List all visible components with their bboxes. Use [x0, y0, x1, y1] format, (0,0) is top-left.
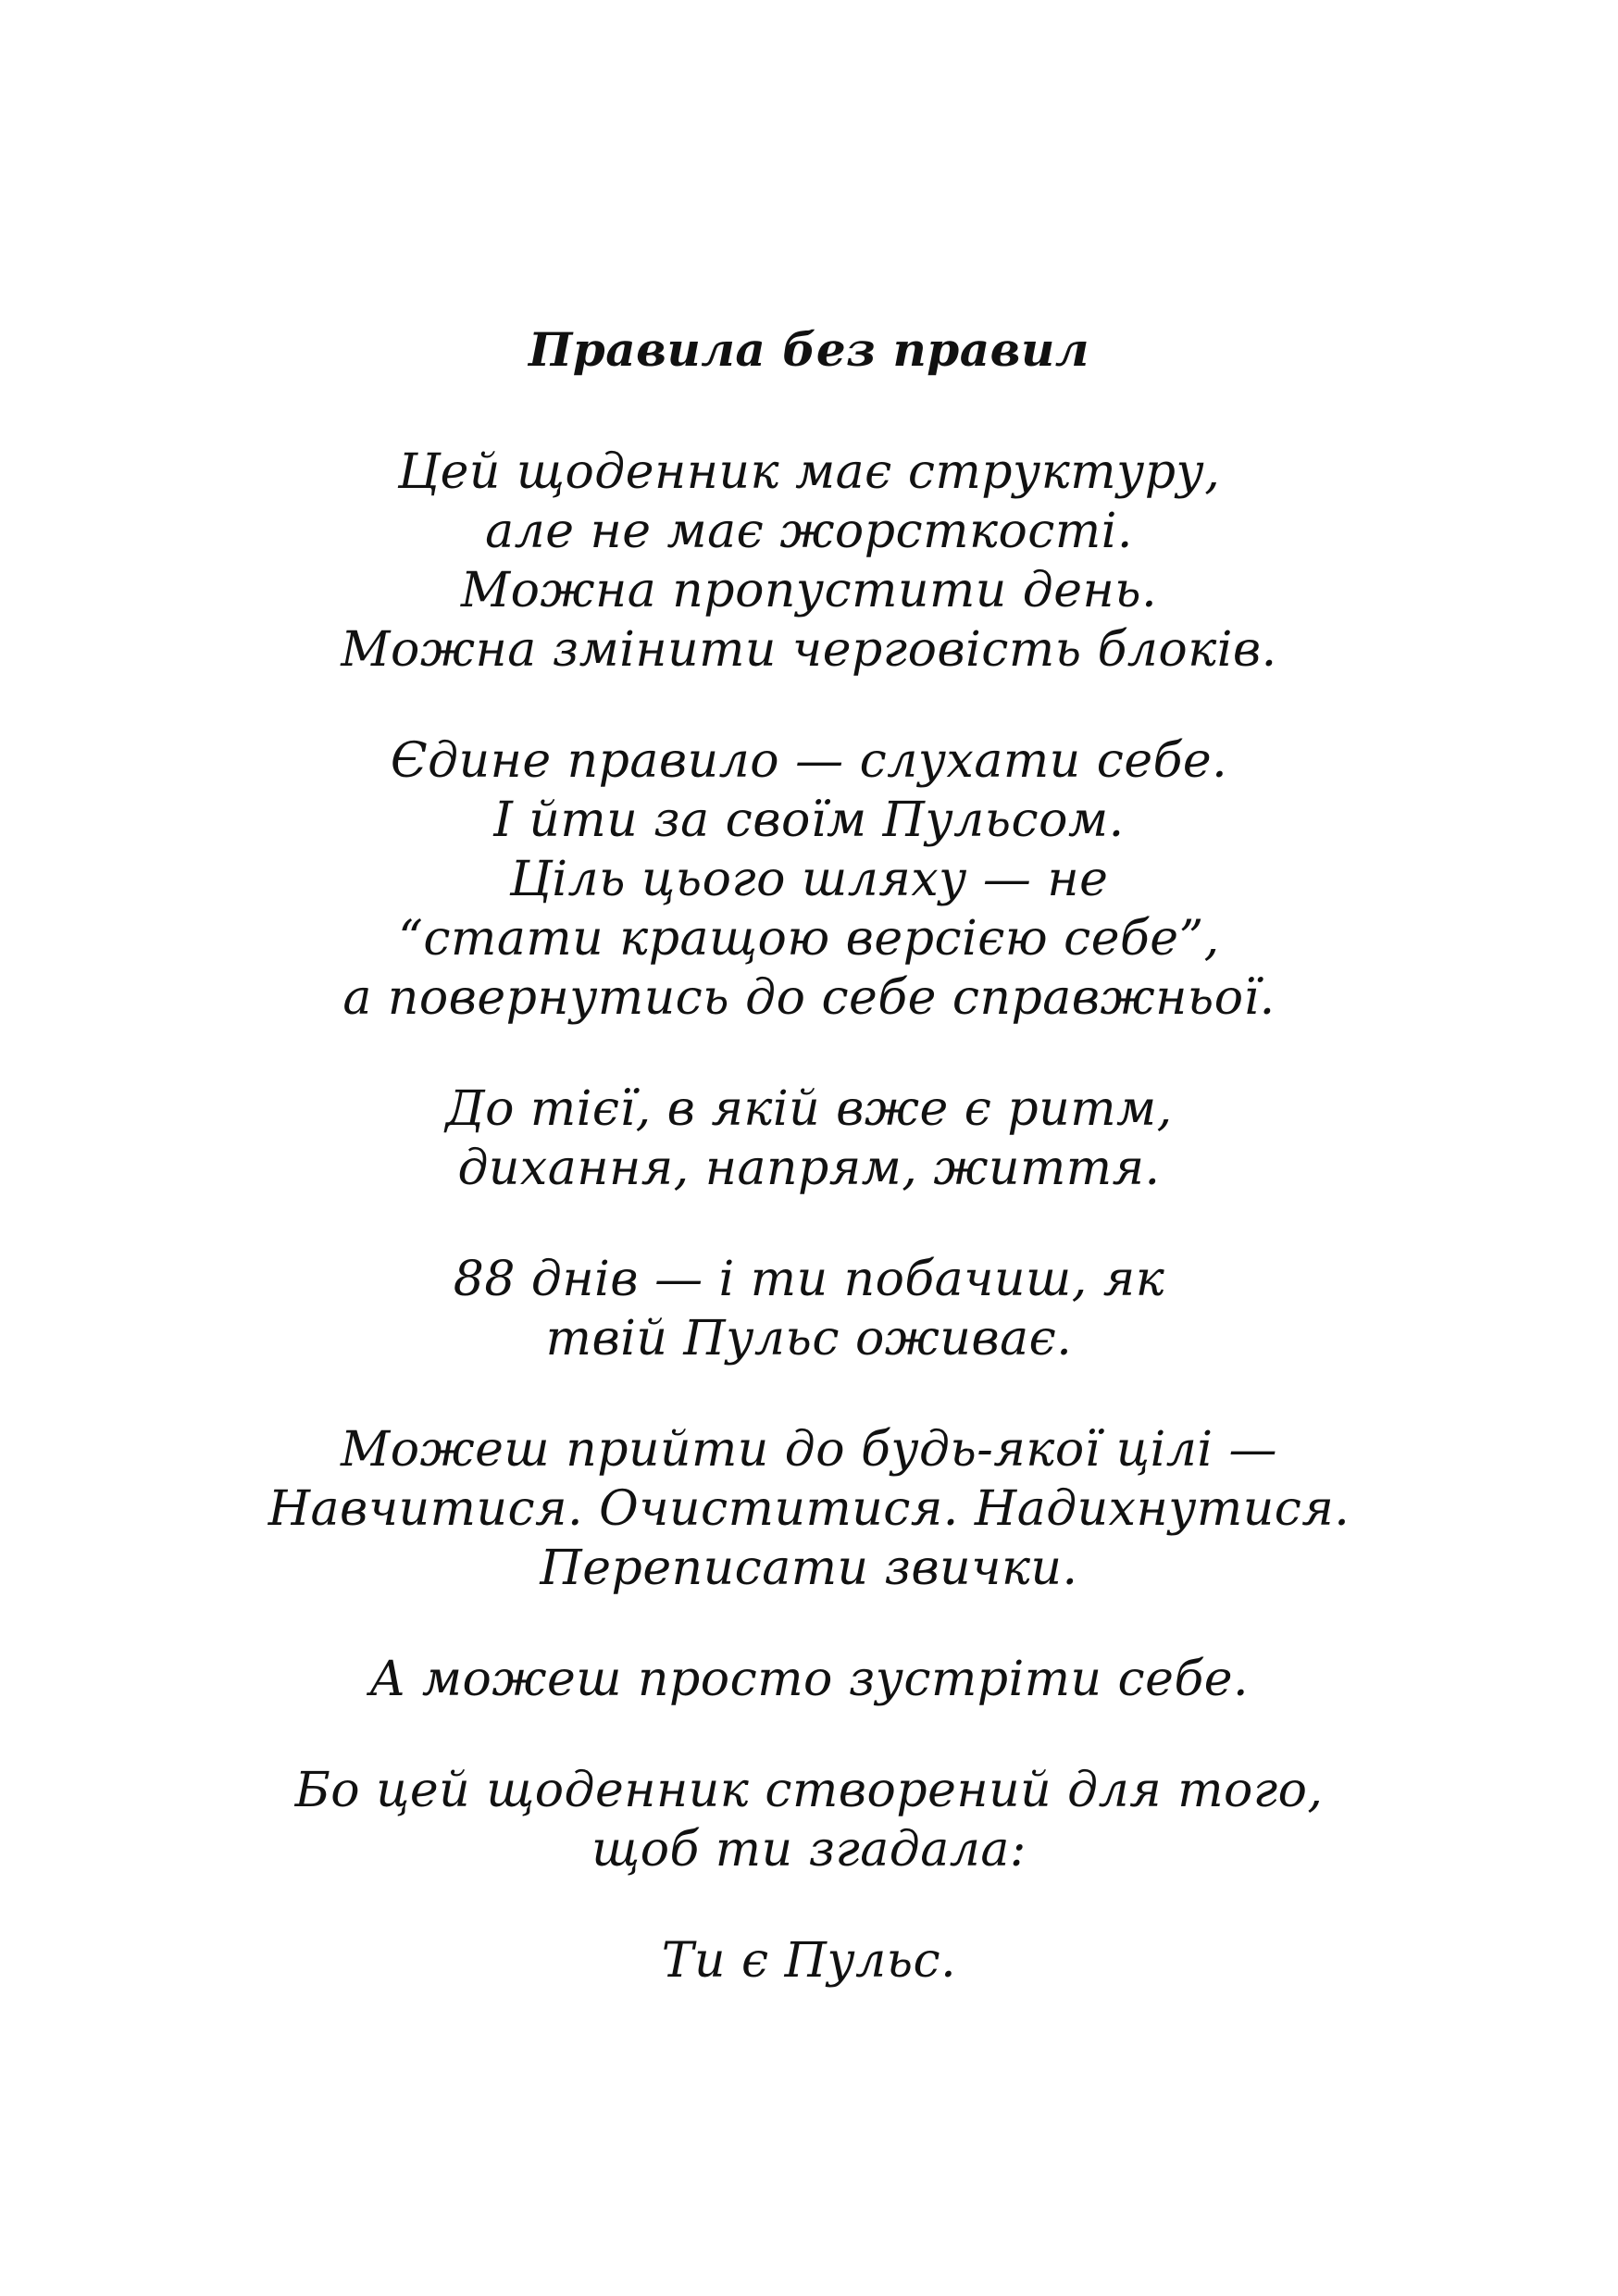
poem-line: Навчитися. Очиститися. Надихнутися.	[268, 1481, 1350, 1537]
poem-line: Можеш прийти до будь-якої цілі —	[341, 1422, 1277, 1478]
poem-line: щоб ти згадала:	[591, 1822, 1027, 1878]
poem-line: “стати кращою версією себе”,	[398, 911, 1220, 967]
poem-line: Переписати звички.	[540, 1541, 1078, 1596]
poem-line: твій Пульс оживає.	[545, 1311, 1073, 1366]
poem-line: дихання, напрям, життя.	[457, 1141, 1161, 1196]
poem-line: А можеш просто зустріти себе.	[369, 1652, 1249, 1707]
stanza-4	[0, 1250, 1618, 1368]
stanza-5	[0, 1420, 1618, 1598]
stanza-3	[0, 1079, 1618, 1198]
poem-content	[0, 313, 1618, 2042]
poem-line: 88 днів — і ти побачиш, як	[453, 1252, 1165, 1307]
stanza-7	[0, 1761, 1618, 1879]
page-title: Правила без правил	[529, 322, 1089, 377]
stanza-2	[0, 731, 1618, 1028]
poem-line: Ціль цього шляху — не	[509, 852, 1109, 907]
poem-line: І йти за своїм Пульсом.	[493, 792, 1125, 848]
stanza-6	[0, 1650, 1618, 1709]
poem-line: Можна змінити черговість блоків.	[341, 622, 1277, 678]
stanza-1	[0, 443, 1618, 680]
poem-line: а повернутись до себе справжньої.	[342, 970, 1276, 1026]
poem-line: але не має жорсткості.	[485, 504, 1133, 559]
stanza-8	[0, 1931, 1618, 1990]
poem-line: До тієї, в якій вже є ритм,	[445, 1081, 1173, 1137]
poem-line: Цей щоденник має структуру,	[397, 444, 1221, 500]
poem-line: Ти є Пульс.	[661, 1933, 957, 1989]
poem-line: Бо цей щоденник створений для того,	[294, 1763, 1324, 1818]
poem-line: Єдине правило — слухати себе.	[390, 733, 1228, 789]
poem-line: Можна пропустити день.	[460, 563, 1158, 618]
